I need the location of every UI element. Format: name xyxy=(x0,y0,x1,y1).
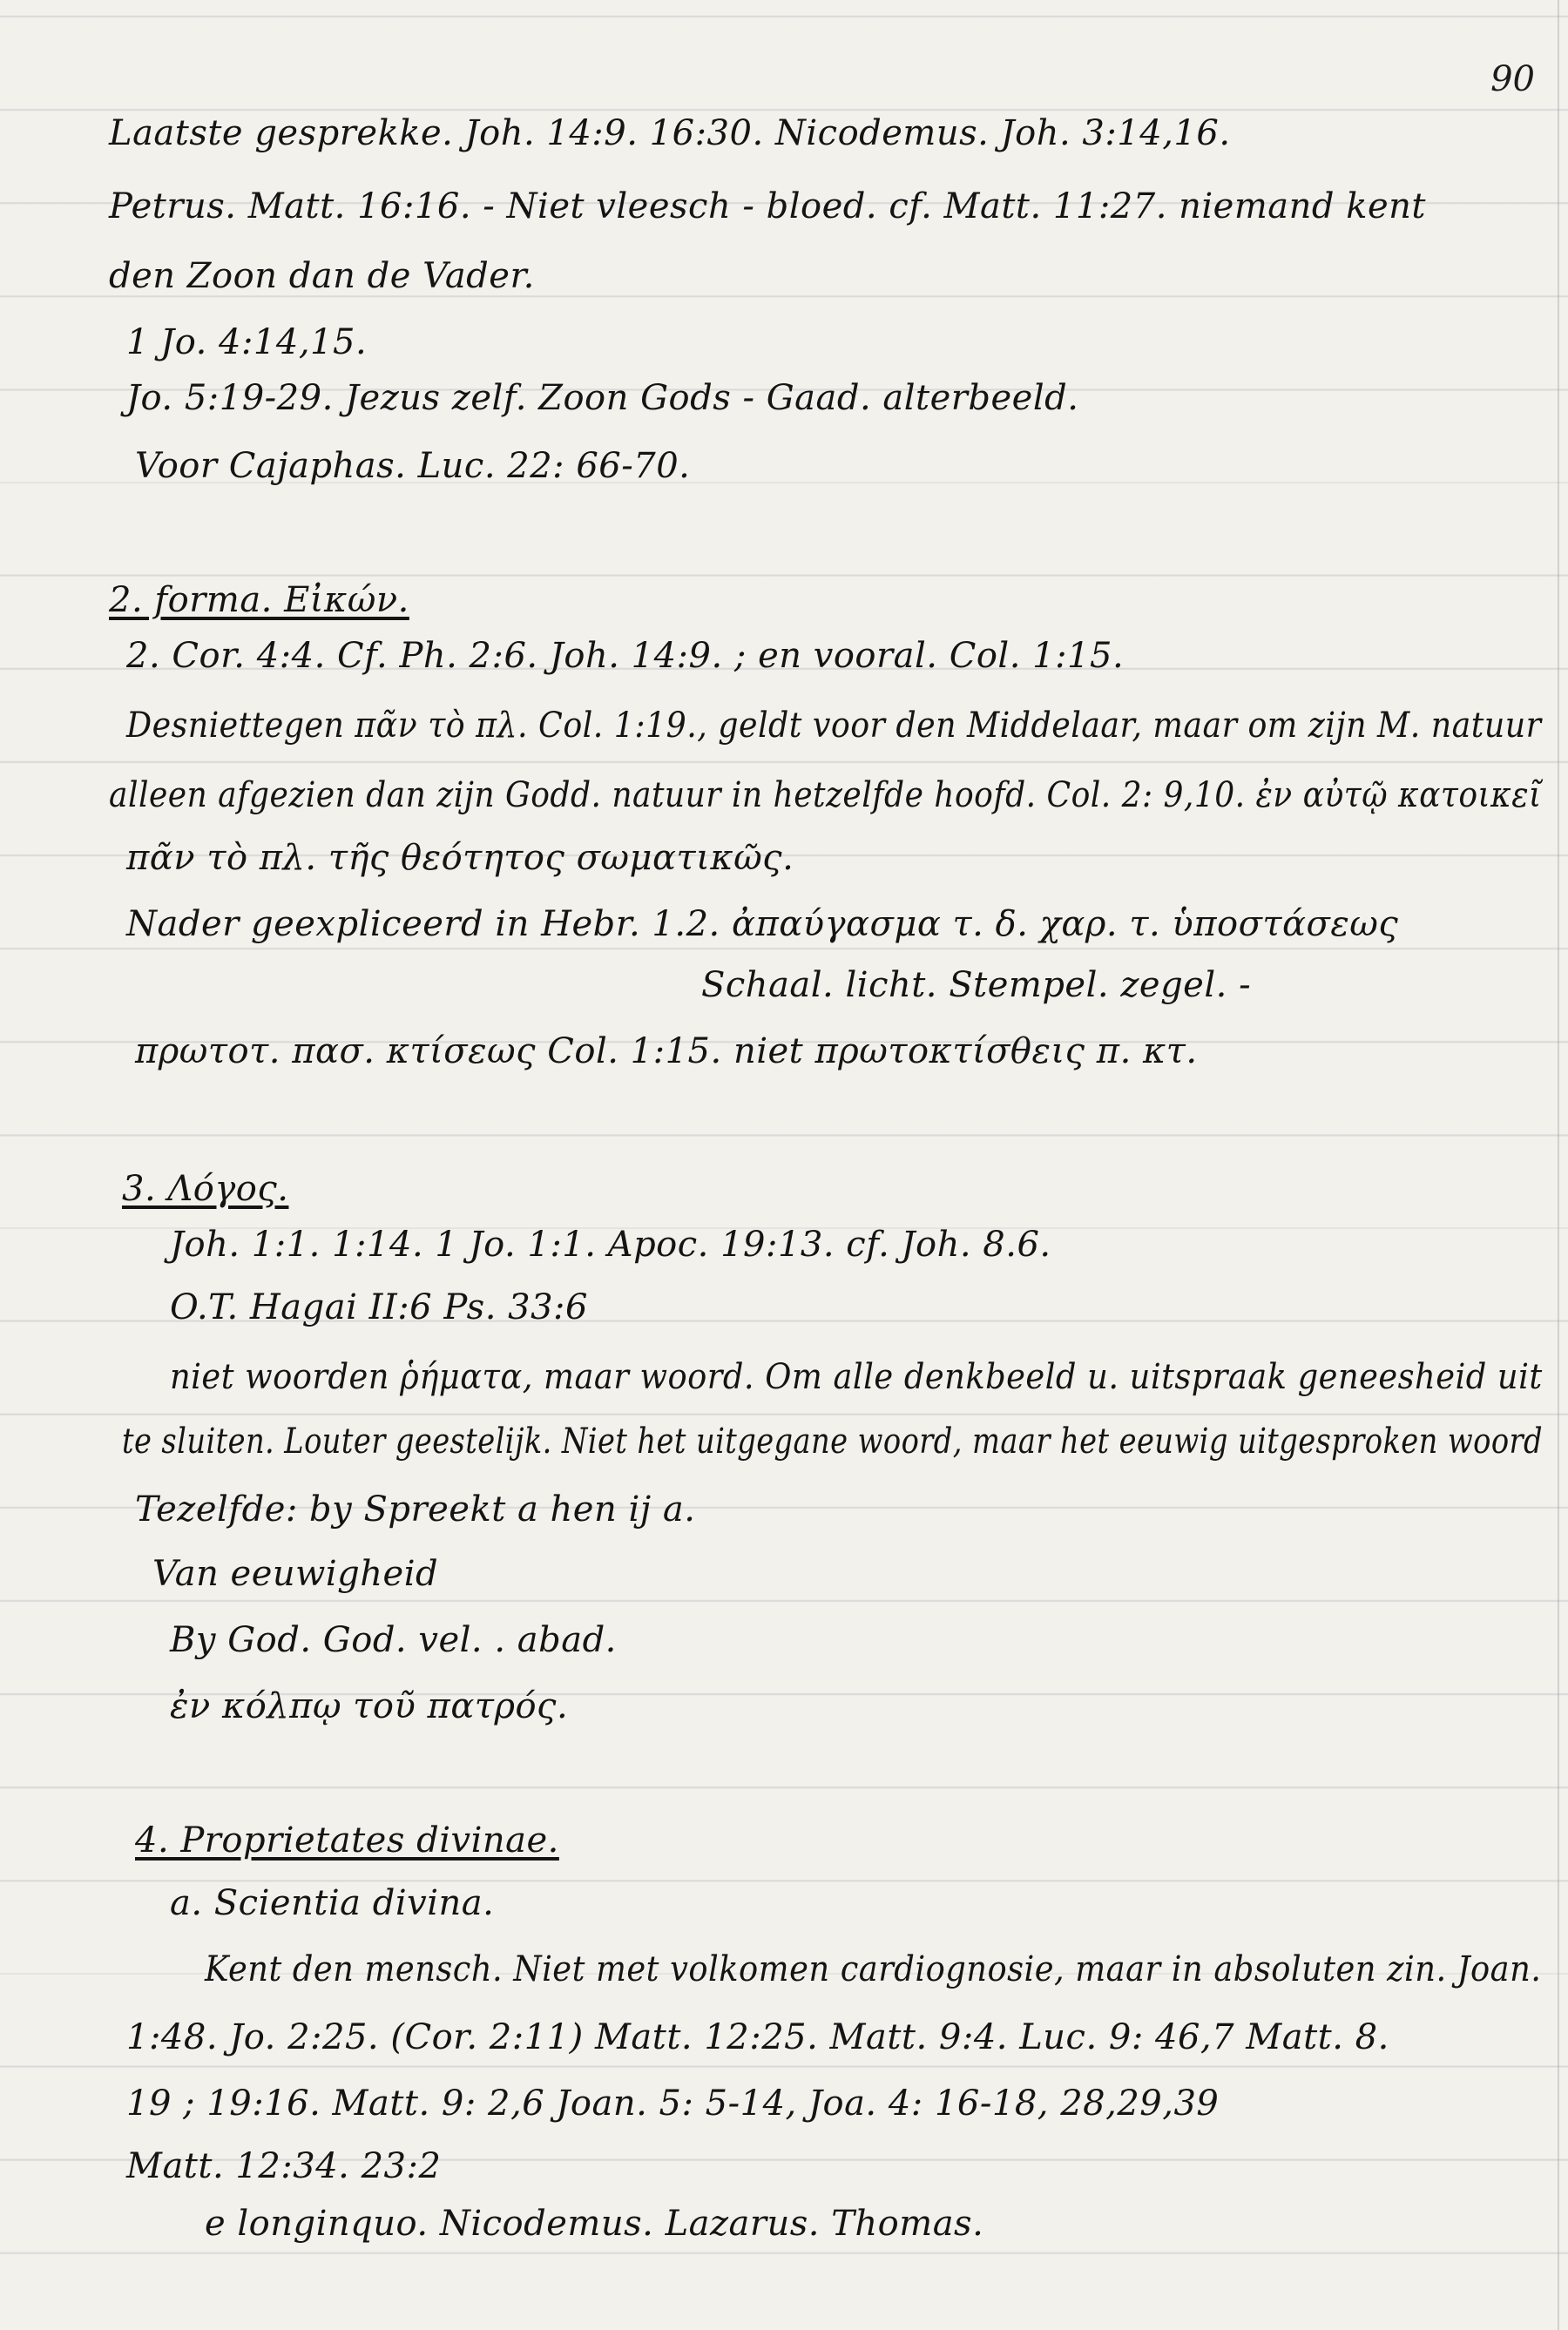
text-line: Kent den mensch. Niet met volkomen cardiognosie, maar in absoluten zin. Joan. xyxy=(205,1949,1542,1989)
text-line: te sluiten. Louter geestelijk. Niet het uitgegane woord, maar het eeuwig uitgesproken woord xyxy=(122,1422,1544,1462)
text-line: Desniettegen πᾶν τὸ πλ. Col. 1:19., geldt voor den Middelaar, maar om zijn M. natuur xyxy=(126,706,1542,746)
text-line: O.T. Hagai II:6 Ps. 33:6 xyxy=(170,1287,588,1327)
text-line: 2. Cor. 4:4. Cf. Ph. 2:6. Joh. 14:9. ; en vooral. Col. 1:15. xyxy=(126,636,1125,676)
page-number: 90 xyxy=(1490,59,1535,99)
text-line: Laatste gesprekke. Joh. 14:9. 16:30. Nicodemus. Joh. 3:14,16. xyxy=(109,113,1231,153)
text-line: 1:48. Jo. 2:25. (Cor. 2:11) Matt. 12:25. Matt. 9:4. Luc. 9: 46,7 Matt. 8. xyxy=(126,2017,1389,2057)
text-line: Jo. 5:19-29. Jezus zelf. Zoon Gods - Gaad. alterbeeld. xyxy=(126,378,1079,418)
section-heading: 2. forma. Εἰκών. xyxy=(109,580,409,620)
text-line: e longinquo. Nicodemus. Lazarus. Thomas. xyxy=(205,2204,984,2244)
text-line: 1 Jo. 4:14,15. xyxy=(126,322,368,362)
text-line: Petrus. Matt. 16:16. - Niet vleesch - bloed. cf. Matt. 11:27. niemand kent xyxy=(109,186,1426,226)
text-line: Matt. 12:34. 23:2 xyxy=(126,2146,442,2186)
text-line: ἐν κόλπῳ τοῦ πατρός. xyxy=(170,1686,569,1726)
section-heading: 3. Λόγος. xyxy=(122,1169,289,1209)
text-line: a. Scientia divina. xyxy=(170,1883,495,1923)
text-line: 19 ; 19:16. Matt. 9: 2,6 Joan. 5: 5-14, Joa. 4: 16-18, 28,29,39 xyxy=(126,2083,1220,2124)
text-line: Joh. 1:1. 1:14. 1 Jo. 1:1. Apoc. 19:13. cf. Joh. 8.6. xyxy=(170,1225,1051,1265)
text-line: den Zoon dan de Vader. xyxy=(109,256,535,296)
text-line: Van eeuwigheid xyxy=(152,1554,439,1594)
text-line: πᾶν τὸ πλ. τῆς θεότητος σωματικῶς. xyxy=(126,838,794,878)
text-line: alleen afgezien dan zijn Godd. natuur in hetzelfde hoofd. Col. 2: 9,10. ἐν αὐτῷ κατοικεῖ xyxy=(109,775,1542,815)
section-heading: 4. Proprietates divinae. xyxy=(135,1820,559,1861)
text-line: Nader geexpliceerd in Hebr. 1.2. ἀπαύγασμα τ. δ. χαρ. τ. ὑποστάσεως xyxy=(126,904,1399,944)
text-line: Voor Cajaphas. Luc. 22: 66-70. xyxy=(135,446,691,486)
text-line: Schaal. licht. Stempel. zegel. - xyxy=(701,965,1252,1005)
margin-rule xyxy=(1558,0,1559,2330)
text-line: niet woorden ῥήματα, maar woord. Om alle denkbeeld u. uitspraak geneesheid uit xyxy=(170,1357,1543,1397)
text-line: Tezelfde: by Spreekt a hen ij a. xyxy=(135,1489,696,1530)
text-line: πρωτοτ. πασ. κτίσεως Col. 1:15. niet πρωτοκτίσθεις π. κτ. xyxy=(135,1031,1198,1071)
text-line: By God. God. vel. . abad. xyxy=(170,1620,617,1660)
